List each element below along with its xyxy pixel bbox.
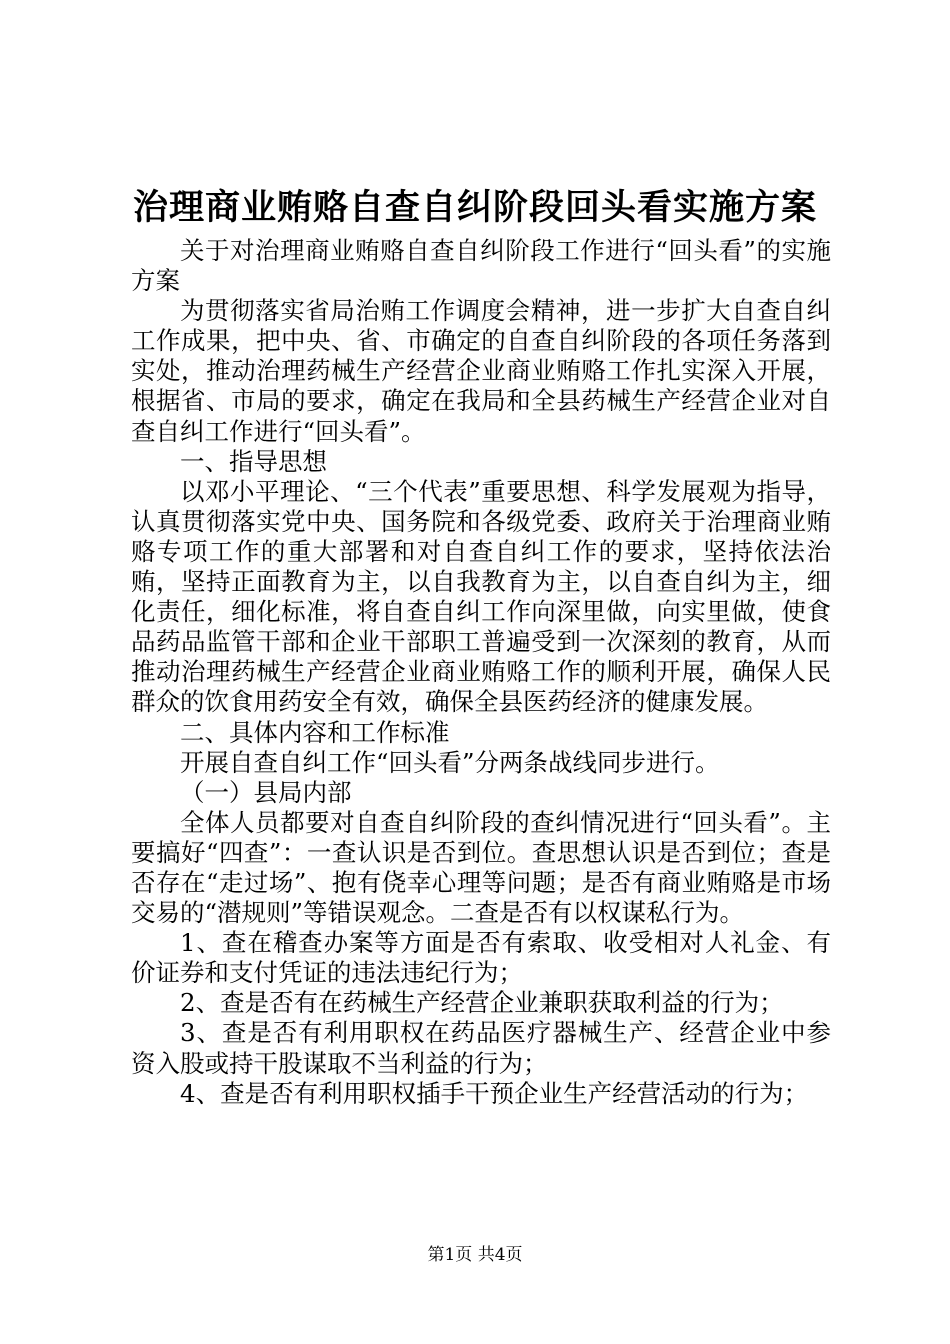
paragraph-guiding-ideology: 以邓小平理论、“三个代表”重要思想、科学发展观为指导，认真贯彻落实党中央、国务院和各级党委、政府关于治理商业贿赂专项工作的重大部署和对自查自纠工作的要求，坚持依法治贿，坚持正面教育为主，以自我教育为主，以自查自纠为主，细化责任，细化标准，将自查自纠工作向深里做，向实里做，使食品药品监管干部和企业干部职工普遍受到一次深刻的教育，从而推动治理药械生产经营企业商业贿赂工作的顺利开展，确保人民群众的饮食用药安全有效，确保全县医药经济的健康发展。 xyxy=(131,476,831,717)
document-body xyxy=(131,236,831,1109)
heading-guiding-ideology: 一、指导思想 xyxy=(180,446,327,476)
paragraph-two-fronts: 开展自查自纠工作“回头看”分两条战线同步进行。 xyxy=(180,747,720,777)
heading-content-standards: 二、具体内容和工作标准 xyxy=(180,717,450,747)
list-item-3: 3、查是否有利用职权在药品医疗器械生产、经营企业中参资入股或持干股谋取不当利益的行为； xyxy=(131,1018,831,1078)
page-footer: 第1页 共4页 xyxy=(427,1245,523,1265)
paragraph-intro: 为贯彻落实省局治贿工作调度会精神，进一步扩大自查自纠工作成果，把中央、省、市确定的自查自纠阶段的各项任务落到实处，推动治理药械生产经营企业商业贿赂工作扎实深入开展，根据省、市局的要求，确定在我局和全县药械生产经营企业对自查自纠工作进行“回头看”。 xyxy=(131,296,831,446)
paragraph-four-checks: 全体人员都要对自查自纠阶段的查纠情况进行“回头看”。主要搞好“四查”：一查认识是否到位。查思想认识是否到位；查是否存在“走过场”、抱有侥幸心理等问题；是否有商业贿赂是市场交易的“潜规则”等错误观念。二查是否有以权谋私行为。 xyxy=(131,807,831,928)
paragraph-subtitle: 关于对治理商业贿赂自查自纠阶段工作进行“回头看”的实施方案 xyxy=(131,236,831,296)
document-title: 治理商业贿赂自查自纠阶段回头看实施方案 xyxy=(132,187,817,228)
heading-county-bureau: （一）县局内部 xyxy=(180,777,352,807)
list-item-1: 1、查在稽查办案等方面是否有索取、收受相对人礼金、有价证券和支付凭证的违法违纪行为； xyxy=(131,928,831,988)
list-item-4: 4、查是否有利用职权插手干预企业生产经营活动的行为； xyxy=(180,1078,809,1108)
list-item-2: 2、查是否有在药械生产经营企业兼职获取利益的行为； xyxy=(180,988,784,1018)
